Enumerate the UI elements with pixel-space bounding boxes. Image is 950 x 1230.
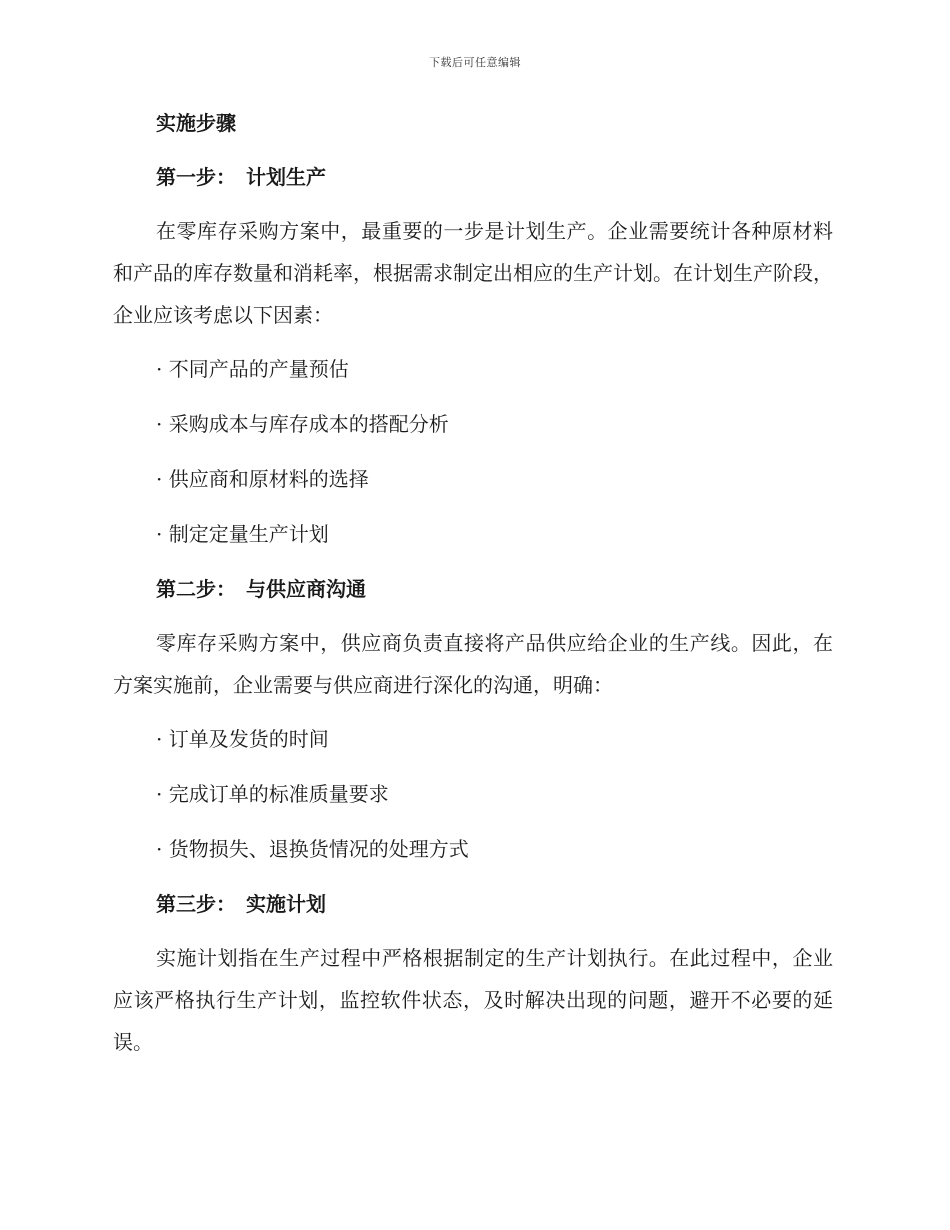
step1-title: 计划生产 xyxy=(246,165,326,189)
step1-label: 第一步： xyxy=(156,165,236,189)
step2-title: 与供应商沟通 xyxy=(246,577,366,601)
step3-title: 实施计划 xyxy=(246,892,326,916)
step1-bullet-1: · 不同产品的产量预估 xyxy=(156,357,349,381)
step1-heading xyxy=(113,162,833,192)
step2-label: 第二步： xyxy=(156,577,236,601)
document-body xyxy=(113,108,833,1081)
step3-heading xyxy=(113,889,833,919)
page-header: 下载后可任意编辑 xyxy=(429,56,521,69)
step1-paragraph: 在零库存采购方案中，最重要的一步是计划生产。企业需要统计各种原材料和产品的库存数量和消耗率，根据需求制定出相应的生产计划。在计划生产阶段，企业应该考虑以下因素： xyxy=(113,219,833,327)
step1-bullet-3: · 供应商和原材料的选择 xyxy=(156,467,369,491)
step3-paragraph: 实施计划指在生产过程中严格根据制定的生产计划执行。在此过程中，企业应该严格执行生产计划，监控软件状态，及时解决出现的问题，避开不必要的延误。 xyxy=(113,946,833,1054)
section-title: 实施步骤 xyxy=(156,111,236,135)
step3-label: 第三步： xyxy=(156,892,236,916)
step2-bullet-3: · 货物损失、退换货情况的处理方式 xyxy=(156,837,469,861)
step2-bullet-2: · 完成订单的标准质量要求 xyxy=(156,782,389,806)
step2-bullet-1: · 订单及发货的时间 xyxy=(156,727,329,751)
step1-bullet-4: · 制定定量生产计划 xyxy=(156,522,329,546)
step2-heading xyxy=(113,574,833,604)
step2-paragraph: 零库存采购方案中，供应商负责直接将产品供应给企业的生产线。因此，在方案实施前，企业需要与供应商进行深化的沟通，明确： xyxy=(113,631,833,697)
step1-bullet-2: · 采购成本与库存成本的搭配分析 xyxy=(156,412,449,436)
